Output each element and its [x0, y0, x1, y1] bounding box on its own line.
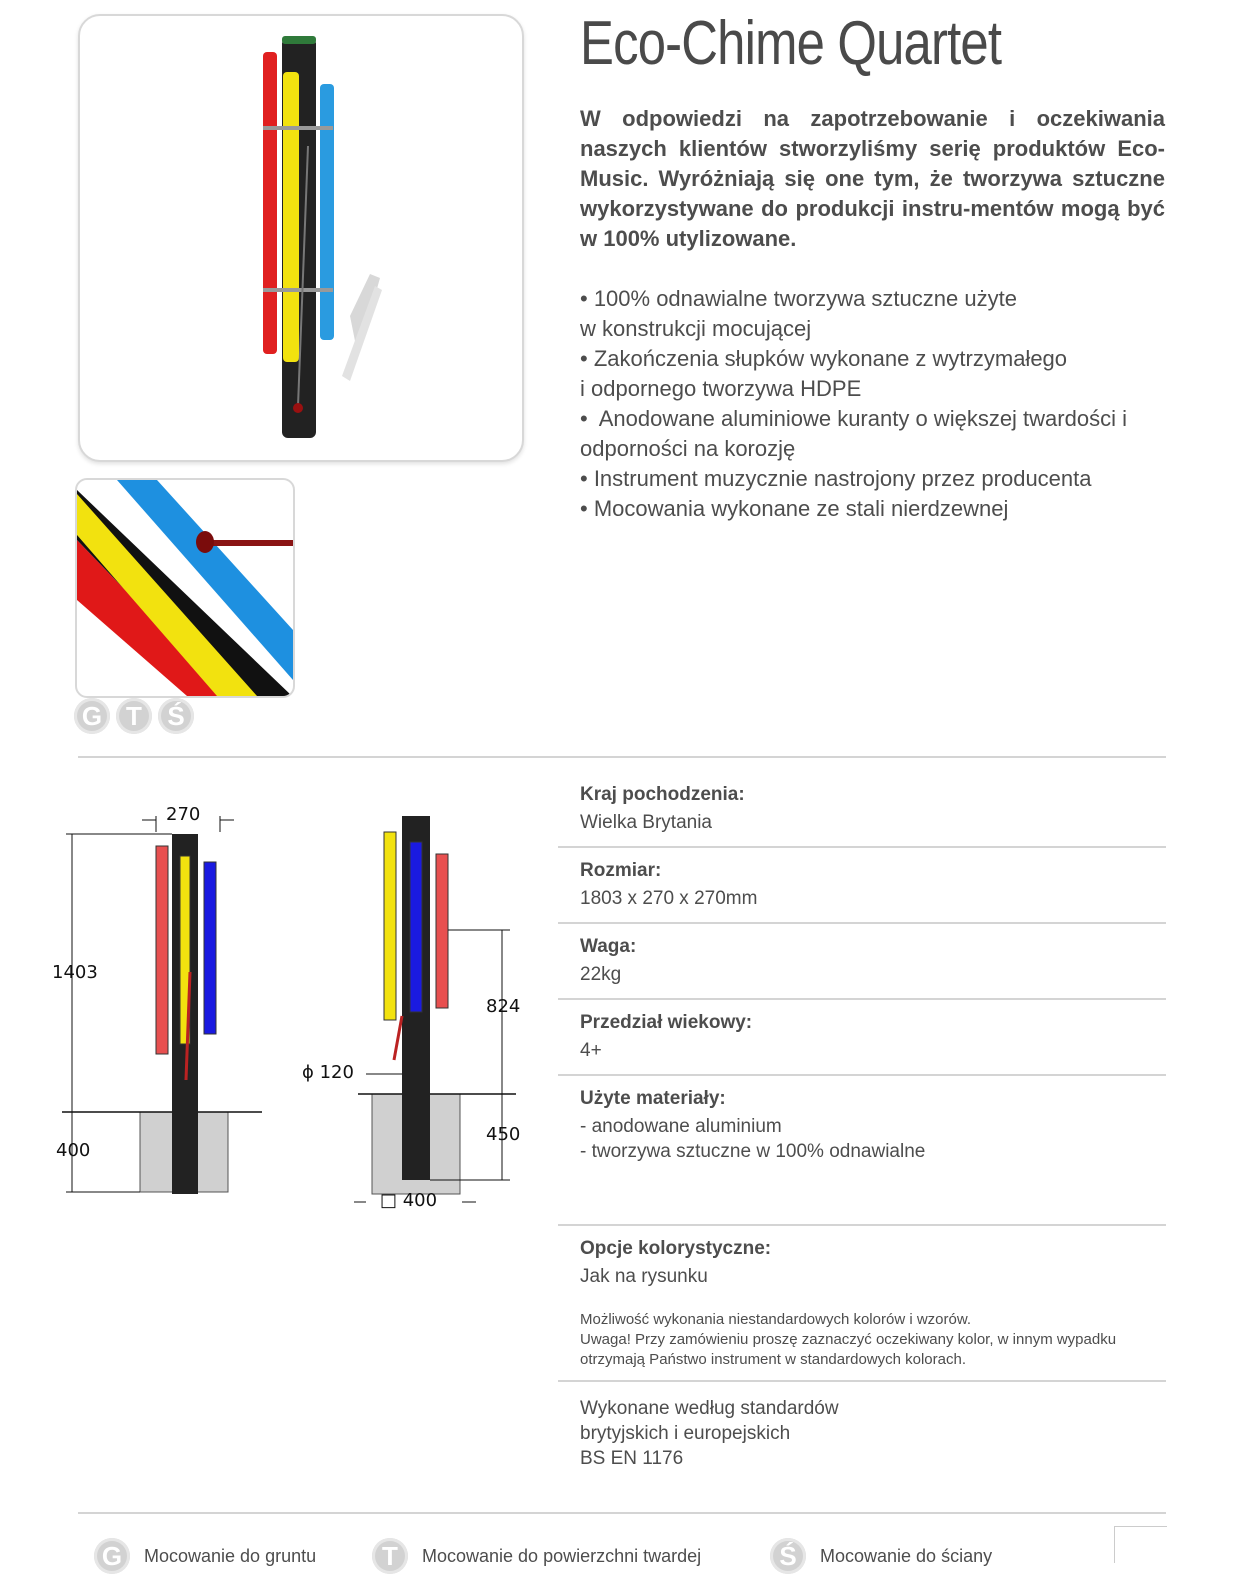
feature-item: • Instrument muzycznie nastrojony przez producenta	[580, 466, 1092, 491]
footer-label: Mocowanie do ściany	[820, 1545, 993, 1566]
spec-materials-label: Użyte materiały:	[580, 1088, 726, 1109]
spec-age-value: 4+	[580, 1040, 602, 1061]
section-divider	[78, 756, 1166, 758]
footer-item-ground	[94, 1538, 316, 1574]
spec-material-item: - anodowane aluminium	[580, 1116, 782, 1137]
spec-material-item: - tworzywa sztuczne w 100% odnawialne	[580, 1141, 926, 1162]
product-photo	[78, 14, 524, 462]
spec-origin-value: Wielka Brytania	[580, 812, 712, 833]
dim-base: □ 400	[380, 1190, 438, 1211]
spec-colors-label: Opcje kolorystyczne:	[580, 1238, 772, 1259]
intro-paragraph: W odpowiedzi na zapotrzebowanie i oczekiwania naszych klientów stworzyliśmy serię produktów Eco-Music. Wyróżniają się one tym, że tworzywa sztuczne wykorzystywane do produkcji instru-mentów mogą być w 100% utylizowane.	[580, 106, 1165, 251]
standards-line: BS EN 1176	[580, 1448, 684, 1469]
detail-illustration	[77, 480, 293, 696]
footer-divider	[78, 1512, 1166, 1514]
feature-item: • Mocowania wykonane ze stali nierdzewnej	[580, 496, 1009, 521]
badge-wall: Ś	[158, 698, 194, 734]
detail-photo	[75, 478, 295, 698]
standards-line: Wykonane według standardów	[580, 1398, 839, 1419]
colors-note: Możliwość wykonania niestandardowych kolorów i wzorów.	[580, 1311, 972, 1328]
badge-ground: G	[74, 698, 110, 734]
badge-hard-surface-icon: T	[372, 1538, 408, 1574]
spec-divider	[558, 922, 1166, 924]
dim-depth-below: 450	[486, 1124, 521, 1145]
dim-depth-below: 400	[56, 1140, 91, 1161]
side-drawing	[302, 812, 524, 1230]
page-corner	[1114, 1526, 1167, 1563]
chime-illustration	[80, 16, 522, 460]
spec-colors-value: Jak na rysunku	[580, 1266, 708, 1287]
spec-weight-value: 22kg	[580, 964, 622, 985]
dim-height-above: 824	[486, 996, 521, 1017]
spec-age-label: Przedział wiekowy:	[580, 1012, 753, 1033]
spec-divider	[558, 1380, 1166, 1382]
footer-item-hard-surface	[372, 1538, 701, 1574]
badge-wall-icon: Ś	[770, 1538, 806, 1574]
footer-item-wall	[770, 1538, 992, 1574]
spec-size-label: Rozmiar:	[580, 860, 662, 881]
spec-weight-label: Waga:	[580, 936, 637, 957]
spec-divider	[558, 998, 1166, 1000]
dim-diameter: ϕ 120	[302, 1062, 354, 1083]
feature-list	[580, 284, 1180, 524]
standards-line: brytyjskich i europejskich	[580, 1423, 791, 1444]
mounting-badges	[74, 698, 194, 734]
dim-width: 270	[166, 804, 201, 825]
colors-note: otrzymają Państwo instrument w standardowych kolorach.	[580, 1351, 967, 1368]
footer-label: Mocowanie do powierzchni twardej	[422, 1545, 702, 1566]
spec-divider	[558, 1074, 1166, 1076]
footer-label: Mocowanie do gruntu	[144, 1545, 317, 1566]
colors-note: Uwaga! Przy zamówieniu proszę zaznaczyć oczekiwany kolor, w innym wypadku	[580, 1331, 1117, 1348]
spec-divider	[558, 1224, 1166, 1226]
spec-size-value: 1803 x 270 x 270mm	[580, 888, 758, 909]
badge-hard-surface: T	[116, 698, 152, 734]
front-drawing	[52, 804, 270, 1222]
feature-item: • Anodowane aluminiowe kuranty o większej twardości i odporności na korozję	[580, 406, 1134, 461]
spec-divider	[558, 846, 1166, 848]
feature-item: • 100% odnawialne tworzywa sztuczne użyte w konstrukcji mocującej	[580, 286, 1017, 341]
page-title: Eco-Chime Quartet	[580, 9, 1002, 78]
dim-height-above: 1403	[52, 962, 98, 983]
spec-origin-label: Kraj pochodzenia:	[580, 784, 745, 805]
feature-item: • Zakończenia słupków wykonane z wytrzymałego i odpornego tworzywa HDPE	[580, 346, 1068, 401]
badge-ground-icon: G	[94, 1538, 130, 1574]
